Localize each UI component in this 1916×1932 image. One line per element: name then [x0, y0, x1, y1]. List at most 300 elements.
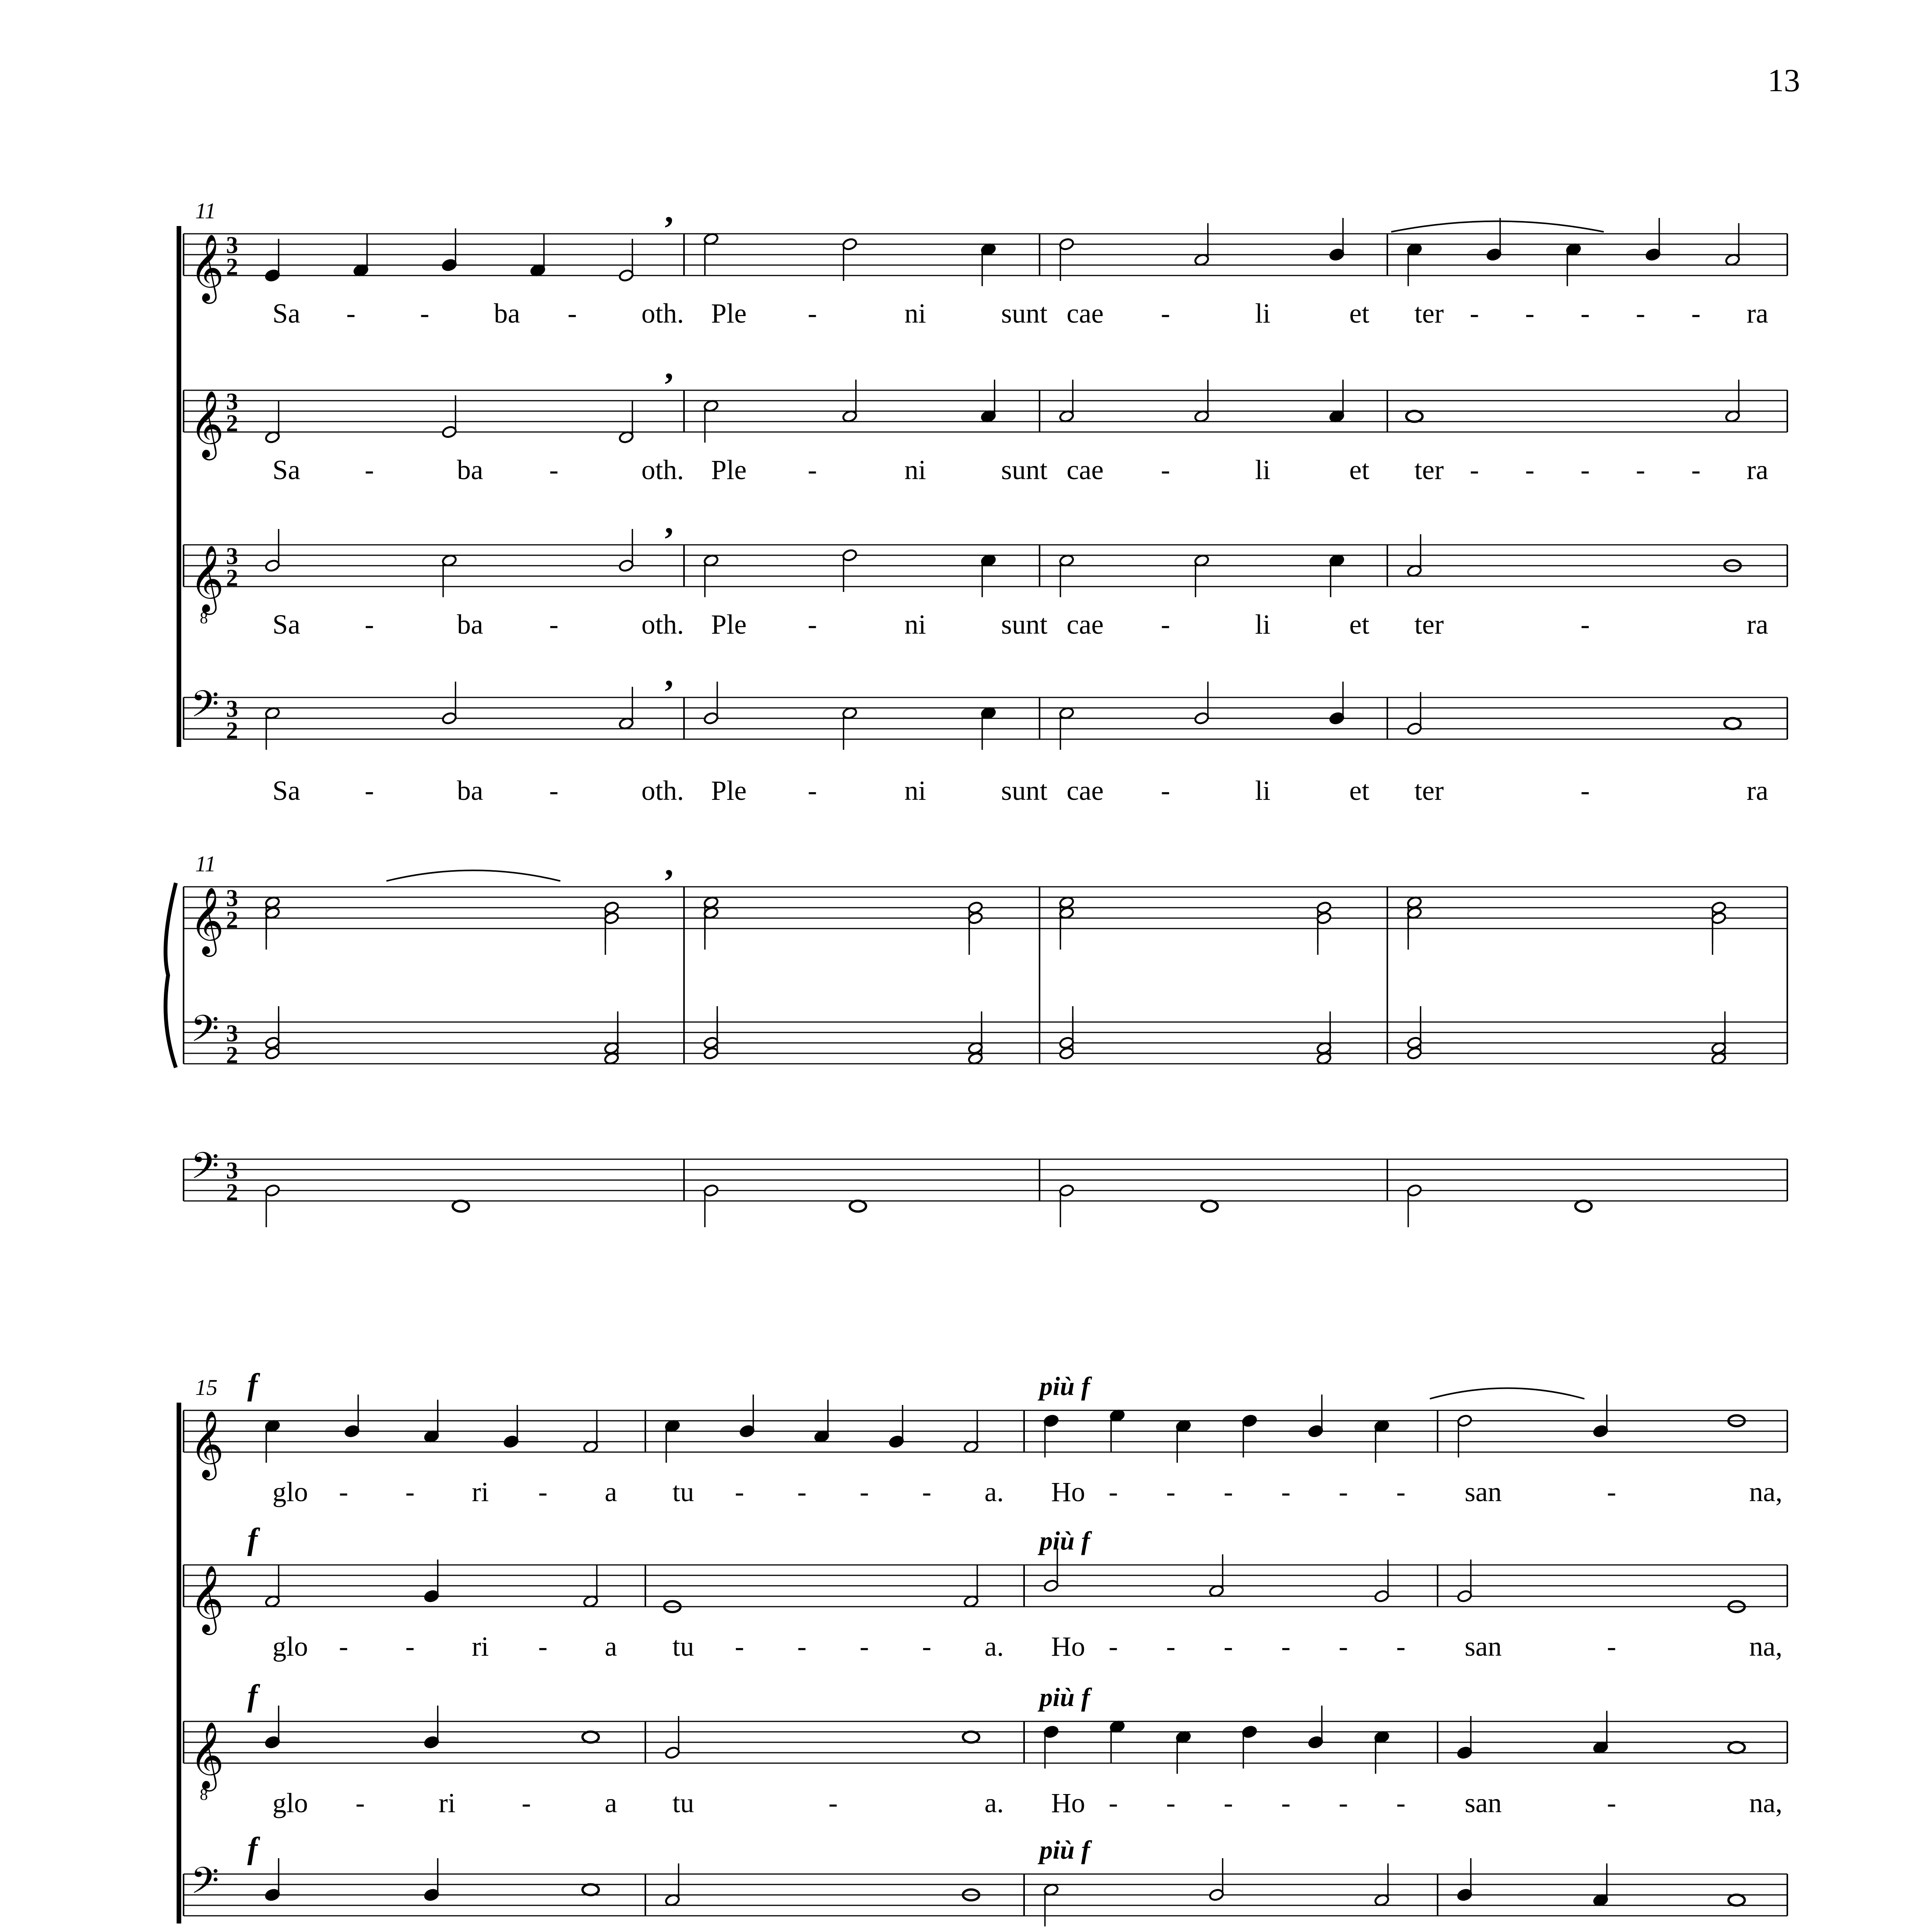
note-head	[1059, 1036, 1074, 1049]
lyric-syllable: -	[1580, 609, 1590, 640]
note-head	[1457, 1590, 1472, 1603]
lyric-syllable: -	[1607, 1787, 1617, 1818]
note-head	[665, 1893, 680, 1906]
note	[703, 554, 719, 597]
note-head	[1457, 1746, 1472, 1759]
note-head	[842, 410, 858, 423]
dynamic-marking: più f	[1040, 1526, 1090, 1555]
note	[1242, 1414, 1257, 1458]
note	[618, 401, 634, 444]
note	[1374, 1419, 1390, 1463]
note	[442, 228, 457, 272]
breath-mark: ,	[665, 845, 674, 883]
note	[1043, 1549, 1059, 1592]
note-head	[1457, 1888, 1472, 1901]
note	[1043, 1883, 1059, 1926]
breath-mark: ,	[665, 655, 674, 694]
lyric-syllable: et	[1349, 454, 1370, 485]
note-head	[889, 1435, 904, 1448]
note-head	[618, 430, 634, 444]
note-head	[618, 717, 634, 730]
note-head	[604, 912, 619, 925]
note-head	[265, 430, 280, 444]
note-head	[1407, 1047, 1422, 1060]
time-signature-numerator: 3	[226, 1020, 238, 1047]
lyric-syllable: -	[1223, 1787, 1233, 1818]
note-head	[1194, 410, 1210, 423]
lyric-syllable: tu	[672, 1787, 694, 1818]
note	[583, 1410, 598, 1454]
lyric-syllable: glo	[272, 1631, 308, 1662]
staff-organ-left-hand	[184, 1022, 1787, 1064]
lyric-syllable: tu	[672, 1476, 694, 1507]
note-head	[424, 1888, 439, 1901]
note-head	[1109, 1720, 1125, 1733]
lyric-syllable: ni	[904, 298, 926, 329]
note-head	[265, 706, 280, 719]
lyric-syllable: -	[364, 775, 374, 806]
lyric-syllable: -	[735, 1476, 744, 1507]
lyric-syllable: glo	[272, 1787, 308, 1818]
note	[1407, 534, 1422, 578]
note	[1059, 706, 1074, 750]
note-head	[703, 1047, 719, 1060]
note-head	[1407, 243, 1422, 256]
note	[1316, 912, 1332, 955]
lyric-syllable: cae	[1067, 609, 1104, 640]
note	[665, 1864, 680, 1907]
note	[703, 1184, 719, 1227]
lyric-syllable: Sa	[272, 775, 300, 806]
note-head	[424, 1430, 439, 1443]
note-head	[1059, 410, 1074, 423]
note-head	[618, 559, 634, 572]
lyric-syllable: san	[1465, 1787, 1502, 1818]
note-head	[1566, 243, 1581, 256]
note	[1407, 1006, 1422, 1049]
lyric-syllable: -	[1396, 1631, 1406, 1662]
note-head	[842, 549, 858, 562]
lyric-syllable: ra	[1746, 609, 1768, 640]
note	[842, 380, 858, 423]
note	[968, 1012, 983, 1055]
lyric-syllable: cae	[1067, 298, 1104, 329]
note-head	[265, 906, 280, 919]
lyric-syllable: a	[604, 1631, 617, 1662]
note-head	[842, 706, 858, 719]
note-head	[265, 1595, 280, 1608]
note-head	[1729, 1895, 1745, 1906]
note	[265, 1858, 280, 1901]
note-head	[963, 1595, 979, 1608]
note	[1043, 1414, 1059, 1458]
note-head	[1242, 1414, 1257, 1427]
lyric-syllable: ni	[904, 609, 926, 640]
note	[1645, 218, 1661, 261]
lyric-syllable: Sa	[272, 609, 300, 640]
note	[1407, 906, 1422, 949]
note	[1109, 1720, 1125, 1763]
note-head	[703, 896, 719, 909]
dynamic-marking: f	[247, 1832, 258, 1866]
lyric-syllable: -	[1160, 775, 1170, 806]
measure-number: 11	[195, 198, 216, 223]
lyric-syllable: -	[1223, 1631, 1233, 1662]
note	[1407, 243, 1422, 286]
lyric-syllable: Ho	[1051, 1631, 1085, 1662]
lyric-syllable: san	[1465, 1476, 1502, 1507]
note-head	[1059, 238, 1074, 251]
lyric-syllable: et	[1349, 609, 1370, 640]
note-head	[1407, 722, 1422, 735]
note-head	[353, 264, 369, 277]
lyric-syllable: et	[1349, 298, 1370, 329]
note-head	[1176, 1419, 1191, 1432]
note-head	[1176, 1730, 1191, 1743]
lyric-syllable: -	[808, 454, 817, 485]
note-head	[442, 712, 457, 725]
note-head	[981, 706, 996, 719]
note-head	[665, 1419, 680, 1432]
bass-clef-icon: 𝄢	[191, 1146, 219, 1195]
note	[1329, 380, 1344, 423]
note-head	[968, 912, 983, 925]
note-head	[1043, 1883, 1059, 1896]
lyric-syllable: ri	[471, 1476, 489, 1507]
note	[665, 1716, 680, 1759]
lyric-syllable: ba	[457, 609, 483, 640]
dynamic-marking: più f	[1040, 1835, 1090, 1864]
note-head	[265, 1184, 280, 1197]
lyric-syllable: -	[420, 298, 429, 329]
note-head	[1374, 1419, 1390, 1432]
staff-soprano	[184, 1410, 1787, 1452]
treble-clef-icon: 𝄞	[190, 547, 224, 611]
lyric-syllable: -	[1691, 298, 1701, 329]
lyric-syllable: glo	[272, 1476, 308, 1507]
note-head	[842, 238, 858, 251]
treble-clef-icon: 𝄞	[190, 889, 224, 953]
note-head	[582, 1732, 599, 1743]
note	[353, 234, 369, 277]
note	[618, 687, 634, 730]
lyric-syllable: -	[859, 1631, 869, 1662]
lyric-syllable: -	[808, 775, 817, 806]
bass-clef-icon: 𝄢	[191, 684, 219, 733]
note-head	[665, 1746, 680, 1759]
lyric-syllable: Sa	[272, 298, 300, 329]
note	[1329, 554, 1344, 597]
note	[442, 554, 457, 597]
lyric-syllable: sunt	[1001, 775, 1048, 806]
staff-alto	[184, 1565, 1787, 1607]
note-head	[1316, 1052, 1332, 1065]
note-head	[1374, 1730, 1390, 1743]
note-head	[1059, 1047, 1074, 1060]
lyric-syllable: -	[1160, 298, 1170, 329]
lyric-syllable: oth.	[641, 609, 684, 640]
lyric-syllable: -	[1108, 1631, 1118, 1662]
note	[842, 238, 858, 281]
note-head	[814, 1430, 829, 1443]
note-head	[604, 1052, 619, 1065]
lyric-syllable: -	[1691, 454, 1701, 485]
note-head	[1194, 253, 1210, 266]
note	[583, 1565, 598, 1608]
note	[703, 906, 719, 949]
lyric-syllable: Ho	[1051, 1476, 1085, 1507]
note	[604, 912, 619, 955]
note	[665, 1419, 680, 1463]
note	[265, 1706, 280, 1749]
note	[265, 529, 280, 572]
note	[1201, 1201, 1218, 1212]
note-head	[1329, 554, 1344, 567]
note	[1374, 1864, 1390, 1907]
note	[1209, 1858, 1224, 1901]
lyric-syllable: li	[1255, 775, 1271, 806]
note-head	[1711, 1041, 1726, 1054]
lyric-syllable: -	[922, 1631, 931, 1662]
note	[814, 1400, 829, 1443]
note	[530, 234, 545, 277]
note-head	[1242, 1725, 1257, 1738]
lyric-syllable: -	[1580, 454, 1590, 485]
slur	[1391, 221, 1604, 232]
lyric-syllable: a.	[984, 1787, 1004, 1818]
note-head	[424, 1590, 439, 1603]
note	[1043, 1725, 1059, 1769]
lyric-syllable: -	[346, 298, 356, 329]
note-head	[850, 1201, 866, 1212]
note	[1109, 1409, 1125, 1452]
note	[453, 1201, 469, 1212]
lyric-syllable: ni	[904, 454, 926, 485]
note-head	[1209, 1888, 1224, 1901]
lyric-syllable: ra	[1746, 775, 1768, 806]
note	[842, 706, 858, 750]
note-head	[1194, 712, 1210, 725]
note-head	[442, 259, 457, 272]
lyric-syllable: -	[521, 1787, 531, 1818]
note	[1593, 1711, 1608, 1754]
measure-number: 11	[195, 851, 216, 876]
note	[265, 401, 280, 444]
note-head	[604, 1041, 619, 1054]
treble-clef-icon: 𝄞	[190, 1567, 224, 1631]
note-head	[1407, 1036, 1422, 1049]
lyric-syllable: -	[808, 298, 817, 329]
note-head	[739, 1425, 755, 1438]
note-head	[1457, 1414, 1472, 1427]
note	[1729, 1895, 1745, 1906]
note-head	[424, 1736, 439, 1749]
note-head	[1593, 1893, 1608, 1906]
lyric-syllable: ra	[1746, 298, 1768, 329]
slur	[386, 871, 560, 881]
lyric-syllable: na,	[1749, 1631, 1783, 1662]
lyric-syllable: -	[339, 1476, 348, 1507]
note-head	[1711, 912, 1726, 925]
note	[1059, 380, 1074, 423]
breath-mark: ,	[665, 192, 674, 230]
time-signature-numerator: 3	[226, 696, 238, 722]
breath-mark: ,	[665, 503, 674, 541]
lyric-syllable: ba	[457, 775, 483, 806]
lyric-syllable: -	[1166, 1787, 1176, 1818]
note-head	[1316, 912, 1332, 925]
note	[1729, 1742, 1745, 1753]
lyric-syllable: ni	[904, 775, 926, 806]
note	[503, 1405, 519, 1448]
note	[1711, 1012, 1726, 1055]
staff-alto	[184, 390, 1787, 432]
treble-clef-icon: 𝄞	[190, 1723, 224, 1787]
lyric-syllable: na,	[1749, 1476, 1783, 1507]
note	[1725, 223, 1740, 267]
note-head	[963, 1732, 979, 1743]
note-head	[1043, 1579, 1059, 1592]
note	[442, 682, 457, 725]
lyric-syllable: -	[1470, 298, 1479, 329]
note	[1374, 1560, 1390, 1603]
note	[1406, 411, 1423, 422]
lyric-syllable: ter	[1414, 775, 1444, 806]
note	[424, 1706, 439, 1749]
note-head	[265, 1736, 280, 1749]
lyric-syllable: Ple	[711, 298, 747, 329]
measure-number: 15	[195, 1375, 218, 1400]
note-head	[981, 554, 996, 567]
note	[1566, 243, 1581, 286]
octave-mark: 8	[200, 1786, 208, 1804]
time-signature-numerator: 3	[226, 232, 238, 259]
note	[968, 912, 983, 955]
lyric-syllable: ri	[471, 1631, 489, 1662]
note-head	[968, 1041, 983, 1054]
note	[1593, 1864, 1608, 1907]
treble-clef-icon: 𝄞	[190, 392, 224, 456]
note	[703, 682, 719, 725]
lyric-syllable: -	[364, 609, 374, 640]
note-head	[1725, 253, 1740, 266]
note-head	[1316, 901, 1332, 914]
note-head	[1711, 901, 1726, 914]
note-head	[530, 264, 545, 277]
dynamic-marking: f	[247, 1679, 258, 1713]
note-head	[1059, 906, 1074, 919]
note-head	[618, 269, 634, 282]
note-head	[265, 896, 280, 909]
staff-bass	[184, 1874, 1787, 1916]
lyric-syllable: a	[604, 1476, 617, 1507]
note-head	[604, 901, 619, 914]
lyric-syllable: -	[1166, 1476, 1176, 1507]
note-head	[1374, 1893, 1390, 1906]
lyric-syllable: li	[1255, 298, 1271, 329]
note	[265, 1184, 280, 1227]
note-head	[265, 1419, 280, 1432]
lyric-syllable: a	[604, 1787, 617, 1818]
note-head	[1059, 554, 1074, 567]
note	[842, 549, 858, 592]
note	[889, 1405, 904, 1448]
time-signature-denominator: 2	[226, 565, 238, 591]
time-signature-denominator: 2	[226, 907, 238, 933]
note	[981, 706, 996, 750]
note	[1242, 1725, 1257, 1769]
time-signature-numerator: 3	[226, 389, 238, 415]
note-head	[1645, 248, 1661, 261]
note	[265, 1006, 280, 1049]
note-head	[1043, 1725, 1059, 1738]
note	[850, 1201, 866, 1212]
note-head	[442, 425, 457, 439]
note	[604, 1012, 619, 1055]
lyric-syllable: -	[339, 1631, 348, 1662]
note-head	[265, 1036, 280, 1049]
note-head	[1724, 718, 1741, 729]
note-head	[582, 1884, 599, 1895]
lyric-syllable: -	[1396, 1787, 1406, 1818]
lyric-syllable: et	[1349, 775, 1370, 806]
note	[981, 380, 996, 423]
note	[618, 239, 634, 282]
lyric-syllable: -	[549, 609, 559, 640]
lyric-syllable: -	[797, 1476, 807, 1507]
staff-pedal	[184, 1159, 1787, 1201]
lyric-syllable: oth.	[641, 298, 684, 329]
note-head	[703, 712, 719, 725]
note	[618, 529, 634, 572]
treble-clef-icon: 𝄞	[190, 1412, 224, 1476]
note	[703, 399, 719, 442]
staff-organ-right-hand	[184, 887, 1787, 929]
note	[703, 1006, 719, 1049]
lyric-syllable: ter	[1414, 454, 1444, 485]
note-head	[1329, 712, 1344, 725]
note	[1329, 218, 1344, 261]
note	[1457, 1560, 1472, 1603]
lyric-syllable: -	[797, 1631, 807, 1662]
lyric-syllable: -	[1108, 1787, 1118, 1818]
note-head	[981, 243, 996, 256]
note-head	[1194, 554, 1210, 567]
note	[1194, 223, 1210, 267]
lyric-syllable: sunt	[1001, 298, 1048, 329]
note	[582, 1732, 599, 1743]
note	[981, 243, 996, 286]
lyric-syllable: -	[405, 1631, 415, 1662]
lyric-syllable: -	[1339, 1787, 1348, 1818]
note	[1407, 692, 1422, 735]
note	[1576, 1201, 1592, 1212]
lyric-syllable: cae	[1067, 775, 1104, 806]
time-signature-numerator: 3	[226, 1158, 238, 1184]
note	[703, 232, 719, 276]
lyric-syllable: -	[1160, 454, 1170, 485]
lyric-syllable: -	[1636, 298, 1645, 329]
lyric-syllable: -	[549, 775, 559, 806]
lyric-syllable: -	[1281, 1787, 1291, 1818]
note-head	[703, 399, 719, 412]
note	[424, 1858, 439, 1901]
dynamic-marking: f	[247, 1522, 258, 1556]
note	[1194, 380, 1210, 423]
note	[1308, 1395, 1323, 1438]
lyric-syllable: li	[1255, 454, 1271, 485]
lyric-syllable: -	[355, 1787, 365, 1818]
